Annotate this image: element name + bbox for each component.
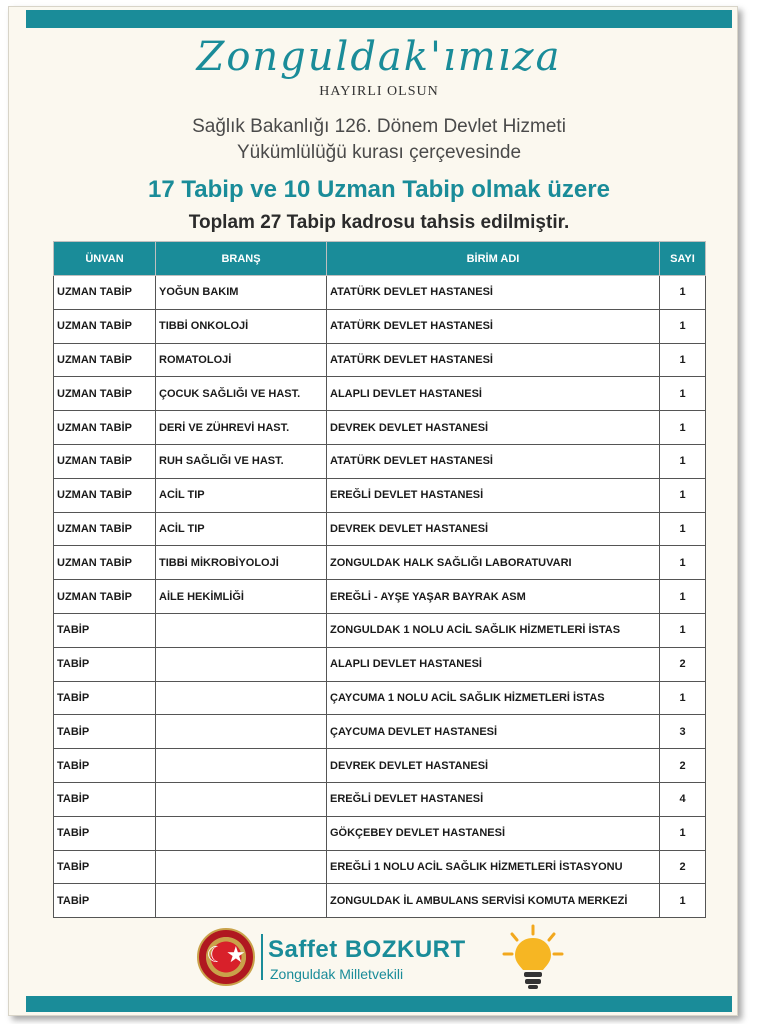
footer-role: Zonguldak Milletvekili bbox=[270, 966, 404, 982]
subtitle: HAYIRLI OLSUN bbox=[319, 84, 439, 99]
table-row bbox=[54, 715, 706, 749]
table-row bbox=[54, 444, 706, 478]
cell-sayi: 1 bbox=[660, 444, 706, 478]
cell-birim-adi: ATATÜRK DEVLET HASTANESİ bbox=[327, 309, 660, 343]
cell-brans bbox=[156, 681, 327, 715]
cell-brans bbox=[156, 715, 327, 749]
cell-unvan: TABİP bbox=[54, 816, 156, 850]
table-row bbox=[54, 681, 706, 715]
cell-unvan: TABİP bbox=[54, 782, 156, 816]
cell-brans: AİLE HEKİMLİĞİ bbox=[156, 580, 327, 614]
table-row bbox=[54, 816, 706, 850]
cell-sayi: 1 bbox=[660, 580, 706, 614]
cell-brans bbox=[156, 884, 327, 918]
cell-birim-adi: GÖKÇEBEY DEVLET HASTANESİ bbox=[327, 816, 660, 850]
table-header-row bbox=[54, 242, 706, 276]
table-row bbox=[54, 512, 706, 546]
header-birim-adi: BİRİM ADI bbox=[327, 242, 660, 276]
cell-birim-adi: DEVREK DEVLET HASTANESİ bbox=[327, 749, 660, 783]
cell-birim-adi: ÇAYCUMA 1 NOLU ACİL SAĞLIK HİZMETLERİ İSTAS bbox=[327, 681, 660, 715]
table-row bbox=[54, 478, 706, 512]
table-row bbox=[54, 850, 706, 884]
cell-sayi: 1 bbox=[660, 377, 706, 411]
cell-birim-adi: ZONGULDAK 1 NOLU ACİL SAĞLIK HİZMETLERİ İSTAS bbox=[327, 613, 660, 647]
script-title: Zonguldak'ımıza bbox=[196, 34, 562, 80]
header-sayi: SAYI bbox=[660, 242, 706, 276]
cell-birim-adi: ZONGULDAK HALK SAĞLIĞI LABORATUVARI bbox=[327, 546, 660, 580]
cell-sayi: 2 bbox=[660, 647, 706, 681]
cell-birim-adi: ZONGULDAK İL AMBULANS SERVİSİ KOMUTA MERKEZİ bbox=[327, 884, 660, 918]
cell-brans: TIBBİ MİKROBİYOLOJİ bbox=[156, 546, 327, 580]
cell-sayi: 1 bbox=[660, 681, 706, 715]
cell-unvan: TABİP bbox=[54, 715, 156, 749]
cell-sayi: 1 bbox=[660, 884, 706, 918]
cell-birim-adi: EREĞLİ - AYŞE YAŞAR BAYRAK ASM bbox=[327, 580, 660, 614]
intro-line-1: Sağlık Bakanlığı 126. Dönem Devlet Hizmeti bbox=[192, 116, 566, 137]
table-row bbox=[54, 647, 706, 681]
table-row bbox=[54, 613, 706, 647]
cell-brans: ROMATOLOJİ bbox=[156, 343, 327, 377]
header-unvan: ÜNVAN bbox=[54, 242, 156, 276]
cell-unvan: TABİP bbox=[54, 749, 156, 783]
cell-sayi: 2 bbox=[660, 749, 706, 783]
cell-brans: TIBBİ ONKOLOJİ bbox=[156, 309, 327, 343]
cell-sayi: 1 bbox=[660, 546, 706, 580]
cell-unvan: UZMAN TABİP bbox=[54, 478, 156, 512]
table-row bbox=[54, 546, 706, 580]
table-body bbox=[54, 276, 706, 918]
cell-unvan: TABİP bbox=[54, 613, 156, 647]
top-accent-bar bbox=[26, 10, 732, 28]
table-row bbox=[54, 411, 706, 445]
cell-unvan: UZMAN TABİP bbox=[54, 512, 156, 546]
cell-birim-adi: ATATÜRK DEVLET HASTANESİ bbox=[327, 444, 660, 478]
cell-brans: RUH SAĞLIĞI VE HAST. bbox=[156, 444, 327, 478]
table-row bbox=[54, 884, 706, 918]
cell-sayi: 2 bbox=[660, 850, 706, 884]
allocation-table bbox=[53, 241, 706, 918]
cell-sayi: 4 bbox=[660, 782, 706, 816]
footer-name: Saffet BOZKURT bbox=[268, 936, 466, 963]
cell-brans: YOĞUN BAKIM bbox=[156, 276, 327, 310]
cell-brans: ACİL TIP bbox=[156, 512, 327, 546]
party-lightbulb-icon bbox=[500, 924, 566, 992]
cell-unvan: UZMAN TABİP bbox=[54, 309, 156, 343]
parliament-emblem-icon: ☾★ bbox=[197, 928, 255, 986]
cell-unvan: UZMAN TABİP bbox=[54, 411, 156, 445]
cell-brans bbox=[156, 613, 327, 647]
cell-sayi: 1 bbox=[660, 613, 706, 647]
cell-brans bbox=[156, 816, 327, 850]
cell-sayi: 1 bbox=[660, 816, 706, 850]
table-row bbox=[54, 749, 706, 783]
cell-birim-adi: EREĞLİ DEVLET HASTANESİ bbox=[327, 478, 660, 512]
cell-unvan: TABİP bbox=[54, 850, 156, 884]
cell-sayi: 1 bbox=[660, 411, 706, 445]
cell-sayi: 1 bbox=[660, 512, 706, 546]
header-brans: BRANŞ bbox=[156, 242, 327, 276]
table-row bbox=[54, 309, 706, 343]
cell-brans bbox=[156, 782, 327, 816]
cell-unvan: UZMAN TABİP bbox=[54, 377, 156, 411]
footer bbox=[0, 922, 758, 992]
cell-sayi: 3 bbox=[660, 715, 706, 749]
cell-sayi: 1 bbox=[660, 276, 706, 310]
cell-birim-adi: DEVREK DEVLET HASTANESİ bbox=[327, 512, 660, 546]
table-row bbox=[54, 377, 706, 411]
highlight-text: 17 Tabip ve 10 Uzman Tabip olmak üzere bbox=[148, 176, 610, 203]
cell-sayi: 1 bbox=[660, 478, 706, 512]
cell-unvan: UZMAN TABİP bbox=[54, 580, 156, 614]
cell-birim-adi: ALAPLI DEVLET HASTANESİ bbox=[327, 377, 660, 411]
cell-unvan: UZMAN TABİP bbox=[54, 276, 156, 310]
table-row bbox=[54, 782, 706, 816]
cell-sayi: 1 bbox=[660, 343, 706, 377]
cell-birim-adi: ATATÜRK DEVLET HASTANESİ bbox=[327, 343, 660, 377]
cell-unvan: TABİP bbox=[54, 681, 156, 715]
cell-brans: ACİL TIP bbox=[156, 478, 327, 512]
table-row bbox=[54, 276, 706, 310]
table-row bbox=[54, 343, 706, 377]
cell-birim-adi: ÇAYCUMA DEVLET HASTANESİ bbox=[327, 715, 660, 749]
cell-unvan: TABİP bbox=[54, 647, 156, 681]
cell-unvan: UZMAN TABİP bbox=[54, 546, 156, 580]
total-text: Toplam 27 Tabip kadrosu tahsis edilmiştir. bbox=[188, 212, 570, 233]
cell-unvan: TABİP bbox=[54, 884, 156, 918]
cell-brans: ÇOCUK SAĞLIĞI VE HAST. bbox=[156, 377, 327, 411]
cell-unvan: UZMAN TABİP bbox=[54, 444, 156, 478]
cell-birim-adi: DEVREK DEVLET HASTANESİ bbox=[327, 411, 660, 445]
cell-sayi: 1 bbox=[660, 309, 706, 343]
intro-line-2: Yükümlülüğü kurası çerçevesinde bbox=[236, 142, 522, 163]
bottom-accent-bar bbox=[26, 996, 732, 1012]
cell-brans: DERİ VE ZÜHREVİ HAST. bbox=[156, 411, 327, 445]
cell-brans bbox=[156, 647, 327, 681]
cell-birim-adi: ATATÜRK DEVLET HASTANESİ bbox=[327, 276, 660, 310]
cell-birim-adi: EREĞLİ DEVLET HASTANESİ bbox=[327, 782, 660, 816]
footer-divider bbox=[261, 934, 263, 980]
cell-brans bbox=[156, 850, 327, 884]
cell-brans bbox=[156, 749, 327, 783]
cell-unvan: UZMAN TABİP bbox=[54, 343, 156, 377]
cell-birim-adi: ALAPLI DEVLET HASTANESİ bbox=[327, 647, 660, 681]
cell-birim-adi: EREĞLİ 1 NOLU ACİL SAĞLIK HİZMETLERİ İSTASYONU bbox=[327, 850, 660, 884]
table-row bbox=[54, 580, 706, 614]
